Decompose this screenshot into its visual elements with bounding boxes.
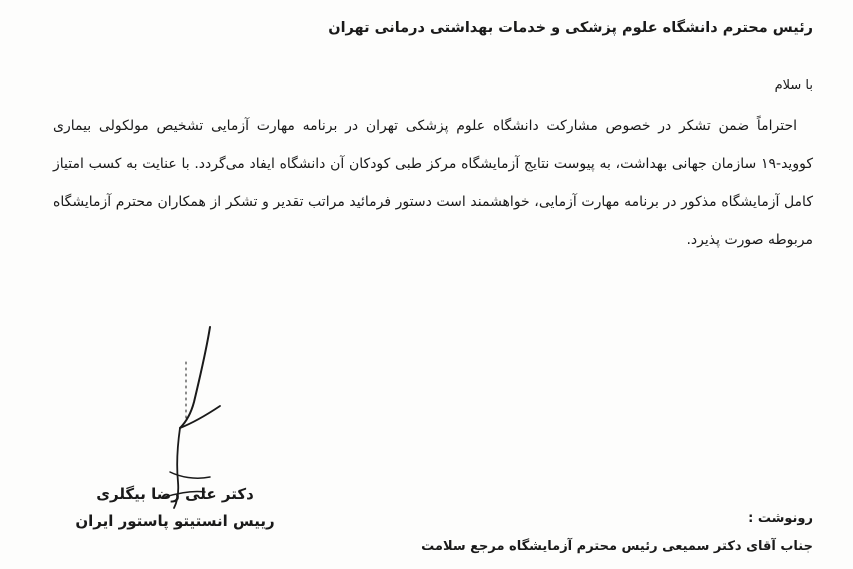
recipient-title: رئیس محترم دانشگاه علوم پزشکی و خدمات بهداشتی درمانی تهران — [328, 20, 813, 36]
cc-label: رونوشت : — [748, 511, 813, 526]
letter-body — [53, 107, 813, 259]
signer-name: دکتر علی رضا بیگلری — [96, 485, 254, 503]
letter-body-text: احتراماً ضمن تشکر در خصوص مشارکت دانشگاه علوم پزشکی تهران در برنامه مهارت آزمایی تشخیص مولکولی بیماری کووید-۱۹ سازمان جهانی بهداشت، به پیوست نتایج آزمایشگاه مرکز طبی کودکان آن دانشگاه ایفاد می‌گردد. با عنایت به کسب امتیاز کامل آزمایشگاه مذکور در برنامه مهارت آزمایی، خواهشمند است دستور فرمائید مراتب تقدیر و تشکر از همکاران محترم آزمایشگاه مربوطه صورت پذیرد. — [53, 118, 813, 248]
signer-title: رییس انستیتو پاستور ایران — [75, 512, 275, 530]
greeting: با سلام — [774, 78, 813, 93]
cc-recipient: جناب آقای دکتر سمیعی رئیس محترم آزمایشگاه مرجع سلامت — [421, 539, 813, 554]
